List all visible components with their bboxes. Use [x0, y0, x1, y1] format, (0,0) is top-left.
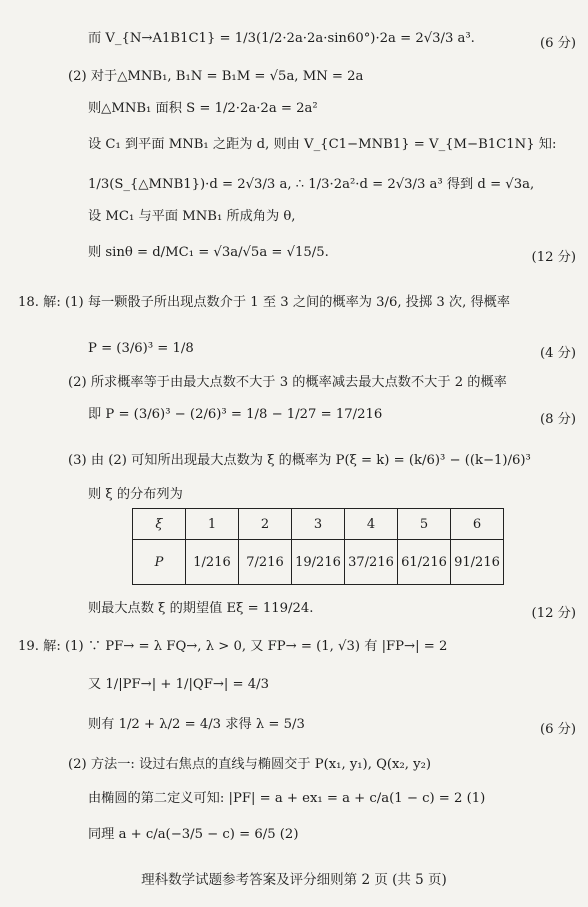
text-line: 1/3(S_{△MNB1})·d = 2√3/3 a, ∴ 1/3·2a²·d = 2√3/3 a³ 得到 d = √3a,: [88, 177, 535, 192]
table-cell: 1/216: [186, 540, 239, 585]
text-line: 则 ξ 的分布列为: [88, 487, 183, 502]
page-footer: 理科数学试题参考答案及评分细则第 2 页 (共 5 页): [141, 872, 447, 888]
table-row: [133, 540, 504, 585]
score-mark: (4 分): [539, 346, 576, 361]
text-line: 而 V_{N→A1B1C1} = 1/3(1/2·2a·2a·sin60°)·2a = 2√3/3 a³.: [88, 31, 475, 46]
score-mark: (8 分): [539, 412, 576, 427]
table-cell: 5: [398, 509, 451, 540]
text-line: 则△MNB₁ 面积 S = 1/2·2a·2a = 2a²: [88, 101, 318, 116]
table-cell: 37/216: [345, 540, 398, 585]
text-line: (2) 方法一: 设过右焦点的直线与椭圆交于 P(x₁, y₁), Q(x₂, y₂): [68, 757, 432, 772]
distribution-table: [132, 508, 504, 585]
table-cell: 1: [186, 509, 239, 540]
text-line: 18. 解: (1) 每一颗骰子所出现点数介于 1 至 3 之间的概率为 3/6, 投掷 3 次, 得概率: [18, 295, 511, 310]
text-line: P = (3/6)³ = 1/8: [88, 341, 194, 356]
table-cell: 7/216: [239, 540, 292, 585]
text-line: 19. 解: (1) ∵ PF→ = λ FQ→, λ > 0, 又 FP→ = (1, √3) 有 |FP→| = 2: [18, 639, 448, 654]
table-cell: 91/216: [451, 540, 504, 585]
text-line: 则有 1/2 + λ/2 = 4/3 求得 λ = 5/3: [88, 717, 305, 732]
table-cell: 4: [345, 509, 398, 540]
table-cell: 61/216: [398, 540, 451, 585]
score-mark: (6 分): [539, 722, 576, 737]
text-line: 设 MC₁ 与平面 MNB₁ 所成角为 θ,: [88, 209, 296, 224]
table-cell: 19/216: [292, 540, 345, 585]
table-cell: ξ: [133, 509, 186, 540]
table-cell: 6: [451, 509, 504, 540]
table-cell: P: [133, 540, 186, 585]
text-line: 设 C₁ 到平面 MNB₁ 之距为 d, 则由 V_{C1−MNB1} = V_{M−B1C1N} 知:: [88, 137, 557, 152]
text-line: (2) 所求概率等于由最大点数不大于 3 的概率减去最大点数不大于 2 的概率: [68, 375, 507, 390]
text-line: 由椭圆的第二定义可知: |PF| = a + ex₁ = a + c/a(1 − c) = 2 (1): [88, 791, 486, 806]
text-line: 则最大点数 ξ 的期望值 Eξ = 119/24.: [88, 601, 314, 616]
score-mark: (12 分): [531, 606, 576, 621]
text-line: 同理 a + c/a(−3/5 − c) = 6/5 (2): [88, 827, 299, 842]
score-mark: (6 分): [539, 36, 576, 51]
table-row: [133, 509, 504, 540]
text-line: 即 P = (3/6)³ − (2/6)³ = 1/8 − 1/27 = 17/216: [88, 407, 383, 422]
text-line: 又 1/|PF→| + 1/|QF→| = 4/3: [88, 677, 269, 692]
text-line: (3) 由 (2) 可知所出现最大点数为 ξ 的概率为 P(ξ = k) = (k/6)³ − ((k−1)/6)³: [68, 453, 531, 468]
table-cell: 2: [239, 509, 292, 540]
text-line: 则 sinθ = d/MC₁ = √3a/√5a = √15/5.: [88, 245, 329, 260]
score-mark: (12 分): [531, 250, 576, 265]
text-line: (2) 对于△MNB₁, B₁N = B₁M = √5a, MN = 2a: [68, 69, 364, 84]
table-cell: 3: [292, 509, 345, 540]
